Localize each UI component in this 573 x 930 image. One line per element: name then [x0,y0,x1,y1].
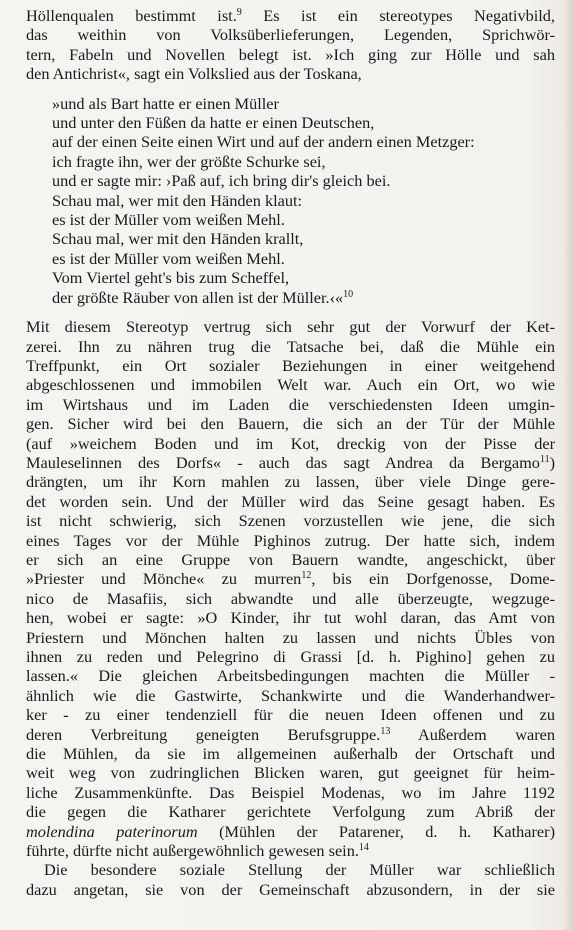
verse-line: es ist der Müller vom weißen Mehl. [52,248,285,268]
text-line: drängten, um ihr Korn mahlen zu lassen, über viele Dinge gere- [26,472,555,492]
text-line: ker - zu einer tendenziell für die neuen Ideen offenen und zu [26,705,555,725]
text-line: Mauleselinnen des Dorfs« - auch das sagt Andrea da Bergamo$^{11}$) [26,452,555,472]
text-line: eines Tages vor der Mühle Pighinos zutrug. Der hatte sich, indem [26,530,555,550]
text-line: das weithin von Volksüberlieferungen, Legenden, Sprichwör- [26,25,555,45]
text-line: im Wirtshaus und im Laden die verschiedensten Ideen umgin- [26,394,555,414]
verse-line: »und als Bart hatte er einen Müller [52,93,279,113]
text-line: Treffpunkt, ein Ort sozialer Beziehungen in einer weitgehend [26,355,555,375]
verse-line: Vom Viertel geht's bis zum Scheffel, [52,268,290,288]
footnote-ref-9: 9 [236,7,242,18]
verse-line: und er sagte mir: ›Paß auf, ich bring dir's gleich bei. [52,171,391,191]
text-line: ihnen zu reden und Pelegrino di Grassi [d. h. Pighino] gehen zu [26,647,555,666]
footnote-ref-12: 12 [301,570,312,582]
footnote-ref-10: 10 [343,288,354,300]
page-gutter-shadow [563,0,573,930]
text-line: nico de Masafiis, sich abwandte und alle überzeugte, wegzuge- [26,588,555,608]
text-line: deren Verbreitung geneigten Berufsgruppe.$^{13}$ Außerdem waren [26,724,556,744]
text-line: die gegen die Katharer gerichtete Verfolgung zum Abriß der [26,802,555,822]
text-line: Die besondere soziale Stellung der Müller war schließlich [44,860,555,880]
text-line: ist nicht schwierig, sich Szenen vorzustellen wie jene, die sich [26,511,555,531]
text-line: hen, wobei er sagte: »O Kinder, ihr tut wohl daran, das Amt von [26,608,555,628]
footnote-ref-13: 13 [380,725,391,737]
verse-line: und unter den Füßen da hatte er einen Deutschen, [52,113,375,133]
text-line: abgeschlossenen und immobilen Welt war. Auch ein Ort, wo wie [26,375,555,395]
text-line: molendina paterinorum (Mühlen der Patarener, d. h. Katharer) [26,821,555,841]
text-line: die Mühlen, da sie im allgemeinen außerhalb der Ortschaft und [26,744,555,764]
text-line: »Priester und Mönche« zu murren$^{12}$, bis ein Dorfgenosse, Dome- [26,569,556,589]
paragraph-intro [26,6,555,84]
footnote-ref-14: 14 [358,842,369,854]
text-line: zerei. Ihn zu nähren trug die Tatsache bei, daß die Mühle ein [26,336,555,356]
verse-line: Schau mal, wer mit den Händen krallt, [52,229,304,249]
text-line: den Antichrist«, sagt ein Volkslied aus der Toskana, [26,64,362,84]
verse-line: Schau mal, wer mit den Händen klaut: [52,190,303,210]
latin-term: molendina paterinorum [26,821,198,841]
verse-line: es ist der Müller vom weißen Mehl. [52,210,285,230]
text-line: Höllenqualen bestimmt ist.$^9$ Es ist ein stereotypes Negativbild, [26,6,555,25]
text-line: gen. Sicher wird bei den Bauern, die sich an der Tür der Mühle [26,414,555,434]
verse-line: der größte Räuber von allen ist der Müller.‹«$^{10}$ [52,287,354,307]
text-line: Priestern und Mönchen halten zu lassen und nichts Übles von [26,627,555,647]
verse-line: auf der einen Seite einen Wirt und auf der andern einen Metzger: [52,132,475,152]
text-line: liche Zusammenkünfte. Das Beispiel Modenas, wo im Jahre 1192 [26,782,555,802]
text-line: führte, dürfte nicht außergewöhnlich gewesen sein.$^{14}$ [26,841,369,861]
paragraph-social-position [26,860,555,899]
text-line: er sich an eine Gruppe von Bauern wandte, angeschickt, über [26,549,555,569]
text-line: Mit diesem Stereotyp vertrug sich sehr gut der Vorwurf der Ket- [26,317,555,337]
text-line: dazu angetan, sie von der Gemeinschaft abzusondern, in der sie [26,879,555,899]
text-line: tern, Fabeln und Novellen belegt ist. »Ich ging zur Hölle und sah [26,44,555,64]
text-line: weit weg von zudringlichen Blicken waren, gut geeignet für heim- [26,763,555,783]
footnote-ref-11: 11 [539,453,550,465]
text-line: lassen.« Die gleichen Arbeitsbedingungen machten die Müller - [26,666,555,686]
paragraph-heresy [26,317,555,860]
folk-song-quotation [52,94,555,307]
verse-line: ich fragte ihn, wer der größte Schurke sei, [52,151,326,171]
text-line: det worden sein. Und der Müller wird das Seine gesagt haben. Es [26,491,555,511]
text-line: ähnlich wie die Gastwirte, Schankwirte und die Wanderhandwer- [26,685,555,705]
text-line: (auf »weichem Boden und im Kot, dreckig von der Pisse der [26,433,555,453]
